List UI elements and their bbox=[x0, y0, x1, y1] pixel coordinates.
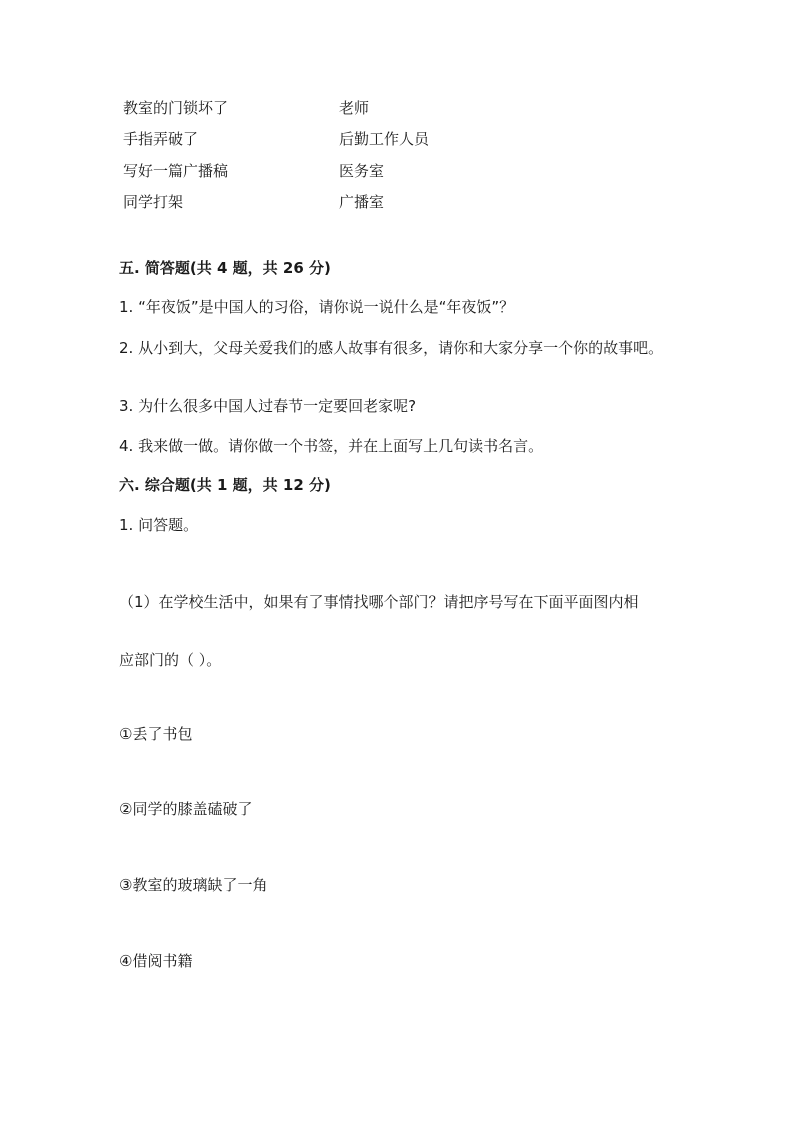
section-heading: 五. 简答题(共 4 题，共 26 分) bbox=[119, 259, 331, 277]
question-text: 3. 为什么很多中国人过春节一定要回老家呢? bbox=[119, 397, 417, 415]
question-text: 1. 问答题。 bbox=[119, 516, 199, 534]
matching-right-item: 后勤工作人员 bbox=[339, 130, 430, 148]
subquestion-text: （1）在学校生活中，如果有了事情找哪个部门？请把序号写在下面平面图内相 bbox=[119, 593, 639, 611]
question-text: 4. 我来做一做。请你做一个书签，并在上面写上几句读书名言。 bbox=[119, 437, 544, 455]
matching-right-item: 广播室 bbox=[339, 193, 385, 211]
matching-right-item: 老师 bbox=[339, 99, 370, 117]
matching-right-item: 医务室 bbox=[339, 162, 385, 180]
matching-left-item: 手指弄破了 bbox=[123, 130, 199, 148]
question-text: 2. 从小到大，父母关爱我们的感人故事有很多，请你和大家分享一个你的故事吧。 bbox=[119, 339, 664, 357]
option-item: ①丢了书包 bbox=[119, 725, 193, 743]
matching-left-item: 教室的门锁坏了 bbox=[123, 99, 229, 117]
question-text: 1. “年夜饭”是中国人的习俗，请你说一说什么是“年夜饭”？ bbox=[119, 298, 515, 316]
section-heading: 六. 综合题(共 1 题，共 12 分) bbox=[119, 476, 331, 494]
option-item: ④借阅书籍 bbox=[119, 952, 193, 970]
option-item: ③教室的玻璃缺了一角 bbox=[119, 876, 268, 894]
option-item: ②同学的膝盖磕破了 bbox=[119, 800, 253, 818]
matching-left-item: 同学打架 bbox=[123, 193, 184, 211]
matching-left-item: 写好一篇广播稿 bbox=[123, 162, 229, 180]
subquestion-text: 应部门的（ ）。 bbox=[119, 651, 222, 669]
